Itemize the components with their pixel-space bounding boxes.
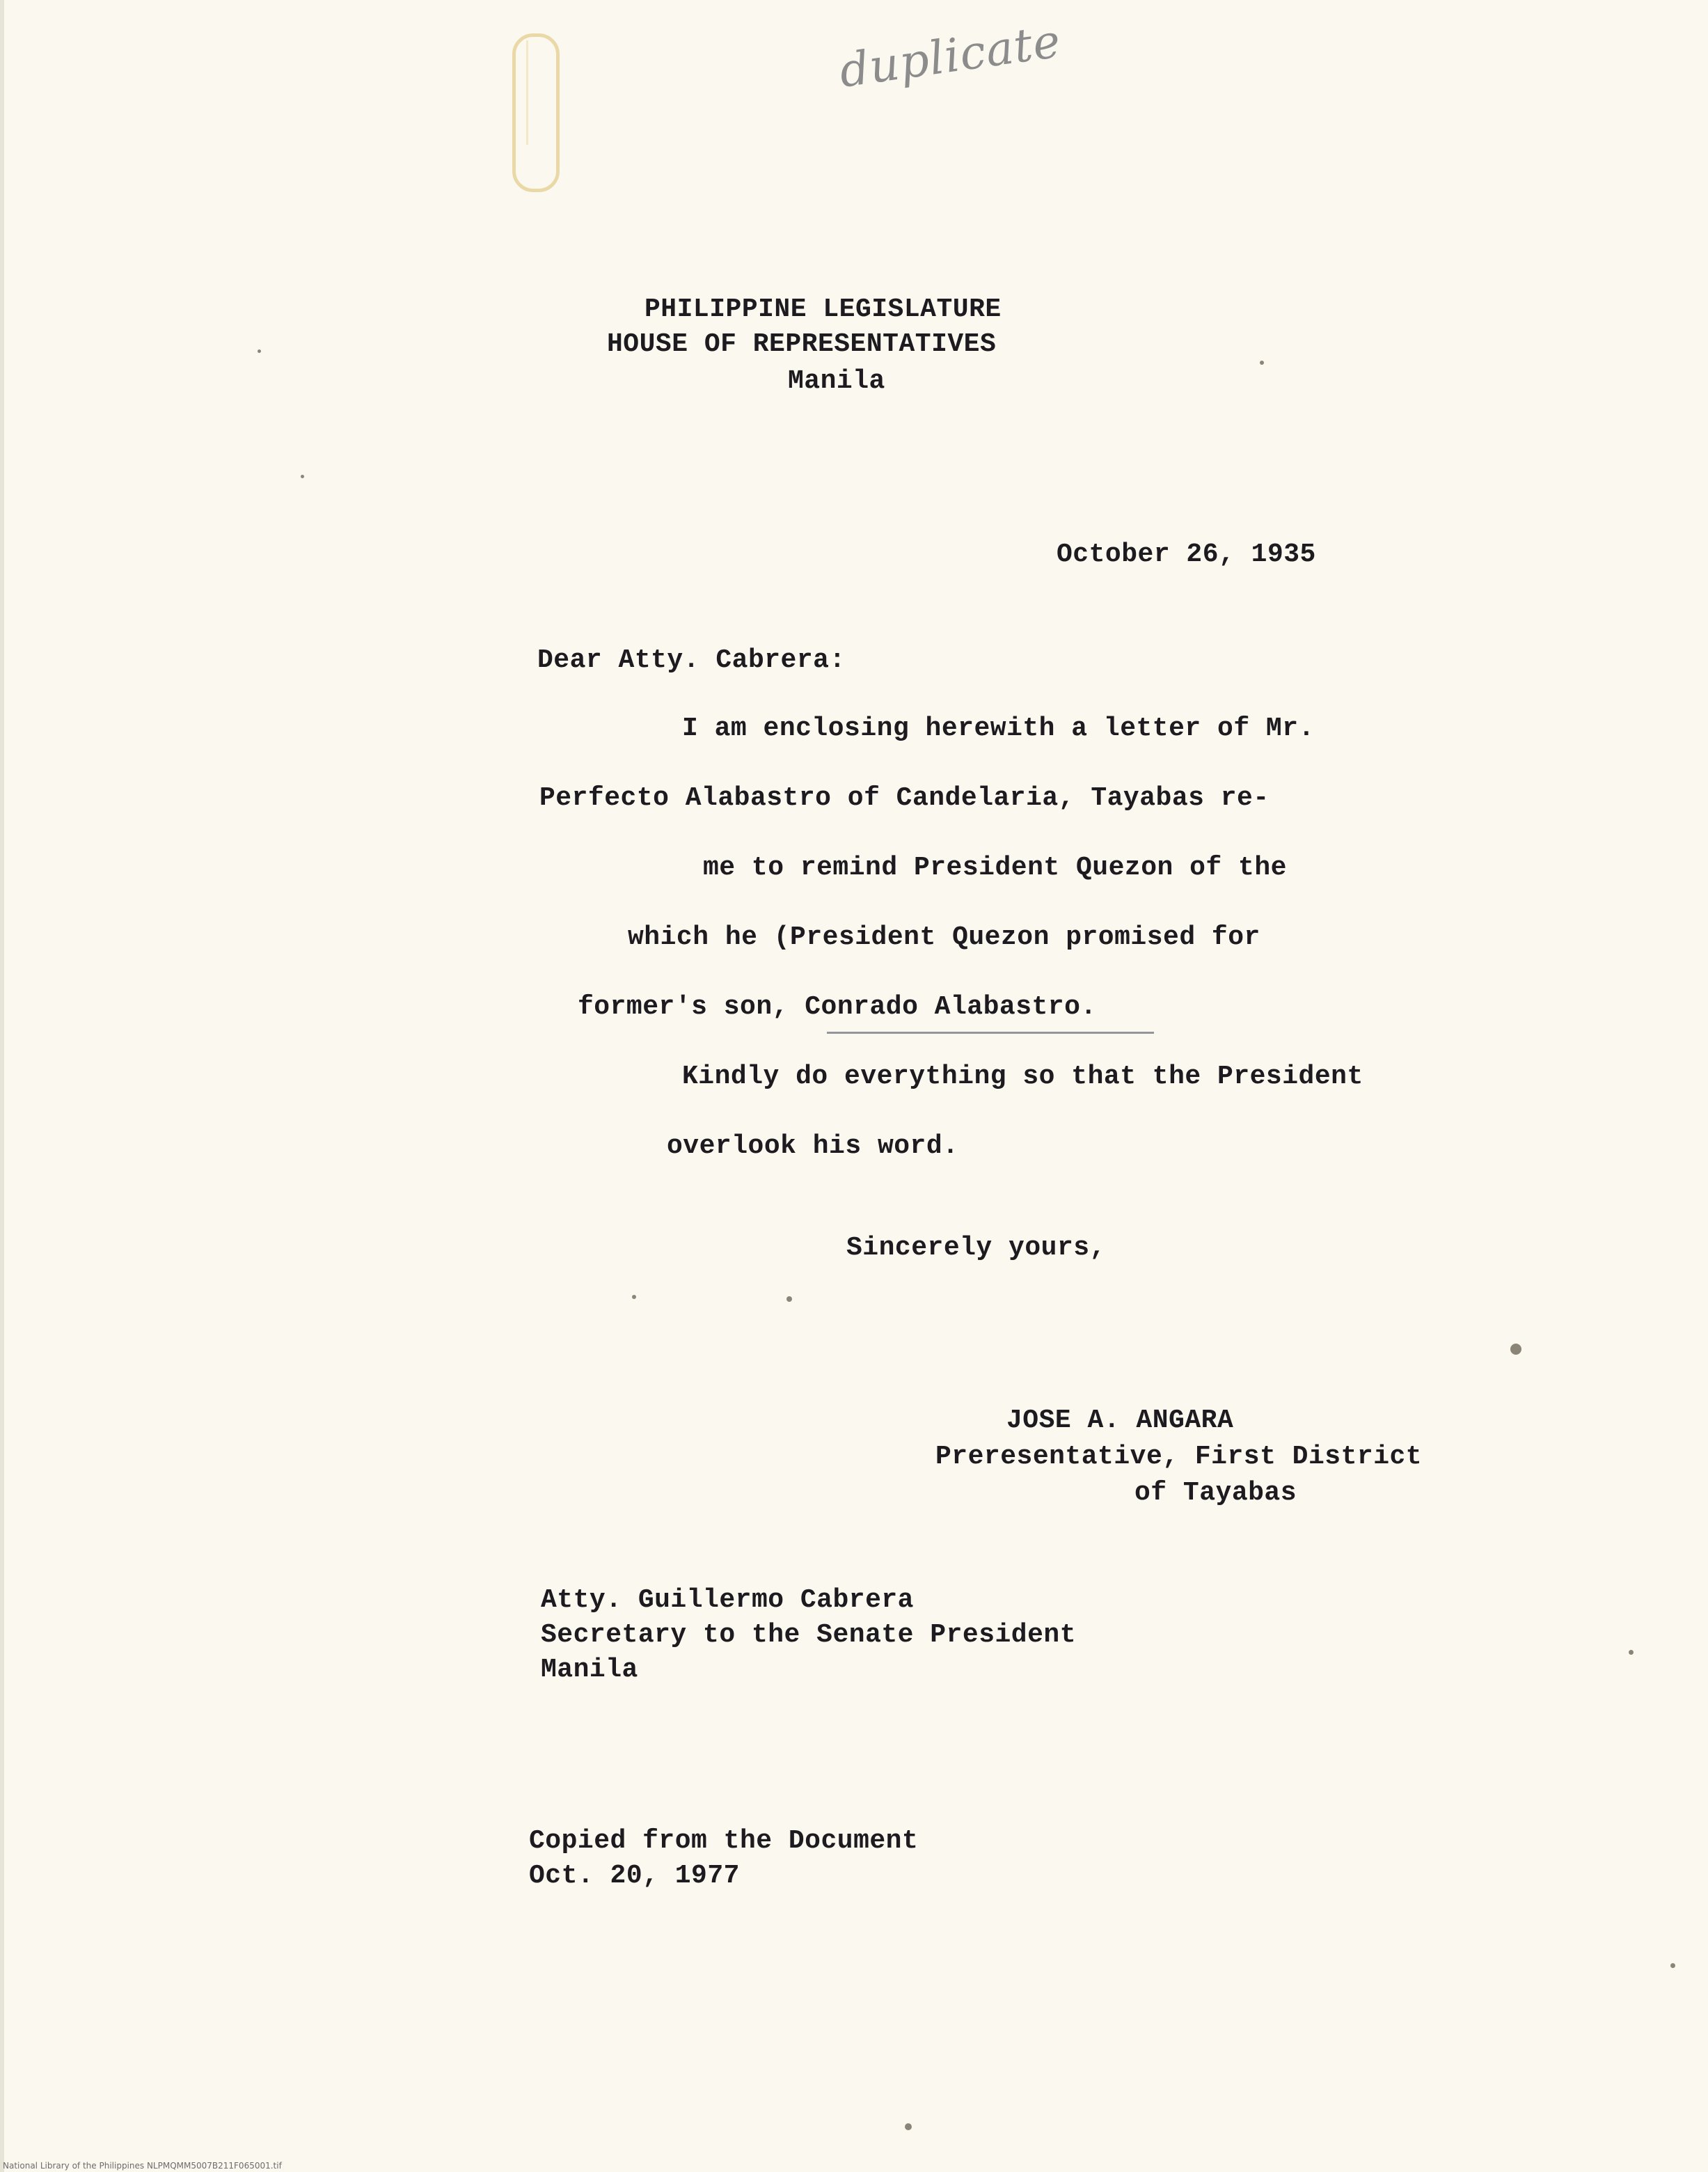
- closing: Sincerely yours,: [846, 1233, 1106, 1263]
- signature-name: JOSE A. ANGARA: [1006, 1406, 1234, 1435]
- paper-speck: [1510, 1344, 1521, 1355]
- handwritten-note: duplicate: [836, 14, 1064, 98]
- paperclip-mark-inner: [526, 40, 541, 145]
- page-edge: [0, 0, 4, 2172]
- signature-title-2: of Tayabas: [1134, 1478, 1297, 1508]
- copy-note-line-2: Oct. 20, 1977: [529, 1861, 740, 1891]
- letterhead-line-2: HOUSE OF REPRESENTATIVES: [607, 329, 997, 359]
- paper-speck: [1260, 361, 1264, 365]
- body-line-7: overlook his word.: [667, 1131, 959, 1161]
- letter-date: October 26, 1935: [1057, 540, 1316, 569]
- signature-title-1: Preresentative, First District: [935, 1442, 1423, 1472]
- paper-speck: [786, 1296, 792, 1302]
- paper-speck: [1629, 1650, 1634, 1655]
- name-underline: [827, 1032, 1154, 1034]
- recipient-line-3: Manila: [541, 1655, 638, 1685]
- paper-speck: [258, 349, 261, 353]
- body-line-3: me to remind President Quezon of the: [703, 853, 1287, 883]
- body-line-6: Kindly do everything so that the President: [682, 1062, 1363, 1092]
- recipient-line-1: Atty. Guillermo Cabrera: [541, 1585, 914, 1615]
- paper-speck: [301, 475, 304, 478]
- copy-note-line-1: Copied from the Document: [529, 1826, 919, 1856]
- body-line-5: former's son, Conrado Alabastro.: [578, 992, 1097, 1022]
- body-line-2: Perfecto Alabastro of Candelaria, Tayabas re-: [539, 783, 1270, 813]
- letterhead-line-3: Manila: [788, 366, 885, 396]
- scan-footer-caption: National Library of the Philippines NLPMQMM5007B211F065001.tif: [3, 2161, 282, 2171]
- paper-speck: [905, 2123, 912, 2130]
- paper-speck: [632, 1295, 636, 1299]
- letterhead-line-1: PHILIPPINE LEGISLATURE: [645, 294, 1002, 324]
- salutation: Dear Atty. Cabrera:: [537, 645, 846, 675]
- body-line-1: I am enclosing herewith a letter of Mr.: [682, 714, 1315, 743]
- paper-speck: [1670, 1963, 1675, 1968]
- recipient-line-2: Secretary to the Senate President: [541, 1620, 1077, 1650]
- body-line-4: which he (President Quezon promised for: [628, 922, 1260, 952]
